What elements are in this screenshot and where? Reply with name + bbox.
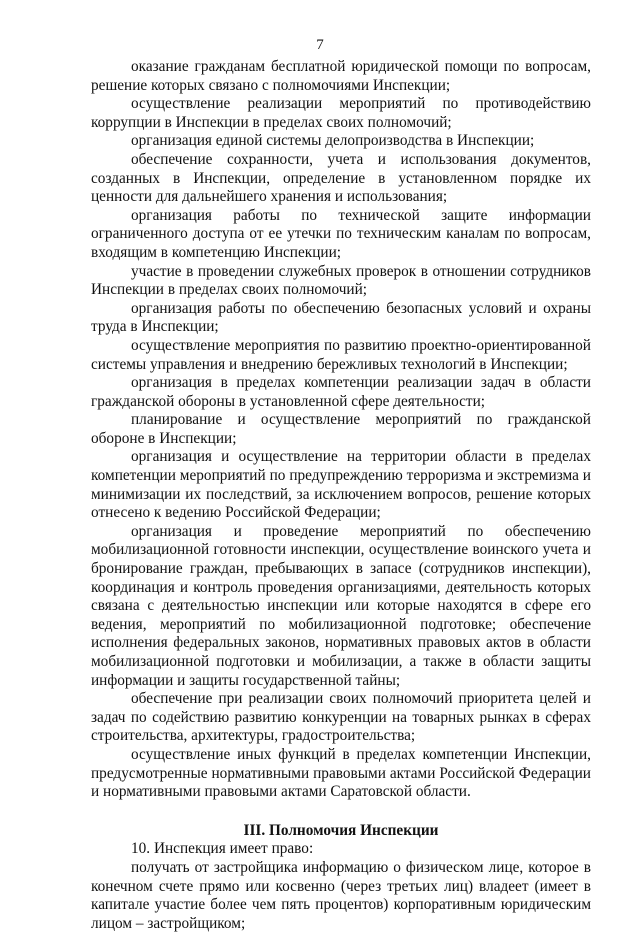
paragraph-internal-investigations: участие в проведении служебных проверок в отношении сотрудников Инспекции в пределах своих полномочий; xyxy=(91,262,591,299)
paragraph-civil-defense-tasks: организация в пределах компетенции реализации задач в области гражданской обороны в установленной сфере деятельности; xyxy=(91,374,591,410)
paragraph-developer-information: получать от застройщика информацию о физическом лице, которое в конечном счете прямо или косвенно (через третьих лиц) владеет (имеет в капитале участие более чем пять процентов) корпоративным юридическим лицом – застройщиком; xyxy=(91,858,591,932)
paragraph-labor-safety: организация работы по обеспечению безопасных условий и охраны труда в Инспекции; xyxy=(91,299,591,336)
paragraph-counter-terrorism: организация и осуществление на территории области в пределах компетенции мероприятий по предупреждению терроризма и экстремизма и минимизации их последствий, за исключением вопросов, решение которых отнесено к ведению Российской Федерации; xyxy=(91,448,591,522)
paragraph-anti-corruption: осуществление реализации мероприятий по противодействию коррупции в Инспекции в пределах своих полномочий; xyxy=(91,95,591,131)
paragraph-mobilization-readiness: организация и проведение мероприятий по обеспечению мобилизационной готовности инспекции, осуществление воинского учета и бронирование граждан, пребывающих в запасе (сотрудников инспекции), координация и контроль проведения организациями, деятельность которых связана с деятельностью инспекции или которые находятся в сфере его ведения, мероприятий по мобилизационной подготовке; обеспечение исполнения федеральных законов, нормативных правовых актов в области мобилизационной подготовки и мобилизации, а также в области защиты информации и защиты государственной тайны; xyxy=(91,522,591,689)
paragraph-competition-development: обеспечение при реализации своих полномочий приоритета целей и задач по содействию развитию конкуренции на товарных рынках в сферах строительства, архитектуры, градостроительства; xyxy=(91,690,591,745)
paragraph-records-management: организация единой системы делопроизводства в Инспекции; xyxy=(131,132,535,150)
paragraph-information-protection: организация работы по технической защите информации ограниченного доступа от ее утечки по техническим каналам по вопросам, входящим в компетенцию Инспекции; xyxy=(91,206,591,261)
page-number: 7 xyxy=(316,37,324,53)
section-heading: III. Полномочия Инспекции xyxy=(243,821,439,839)
paragraph-lean-technologies: осуществление мероприятия по развитию проектно-ориентированной системы управления и внедрению бережливых технологий в Инспекции; xyxy=(91,336,591,373)
paragraph-civil-defense-planning: планирование и осуществление мероприятий по гражданской обороне в Инспекции; xyxy=(91,411,591,447)
paragraph-clause-10: 10. Инспекция имеет право: xyxy=(131,840,314,858)
document-body xyxy=(91,58,591,933)
paragraph-document-preservation: обеспечение сохранности, учета и использования документов, созданных в Инспекции, определение в установленном порядке их ценности для дальнейшего хранения и использования; xyxy=(91,150,591,206)
paragraph-free-legal-aid: оказание гражданам бесплатной юридической помощи по вопросам, решение которых связано с полномочиями Инспекции; xyxy=(91,58,591,94)
paragraph-other-functions: осуществление иных функций в пределах компетенции Инспекции, предусмотренные нормативными правовыми актами Российской Федерации и нормативными правовыми актами Саратовской области. xyxy=(91,745,591,801)
